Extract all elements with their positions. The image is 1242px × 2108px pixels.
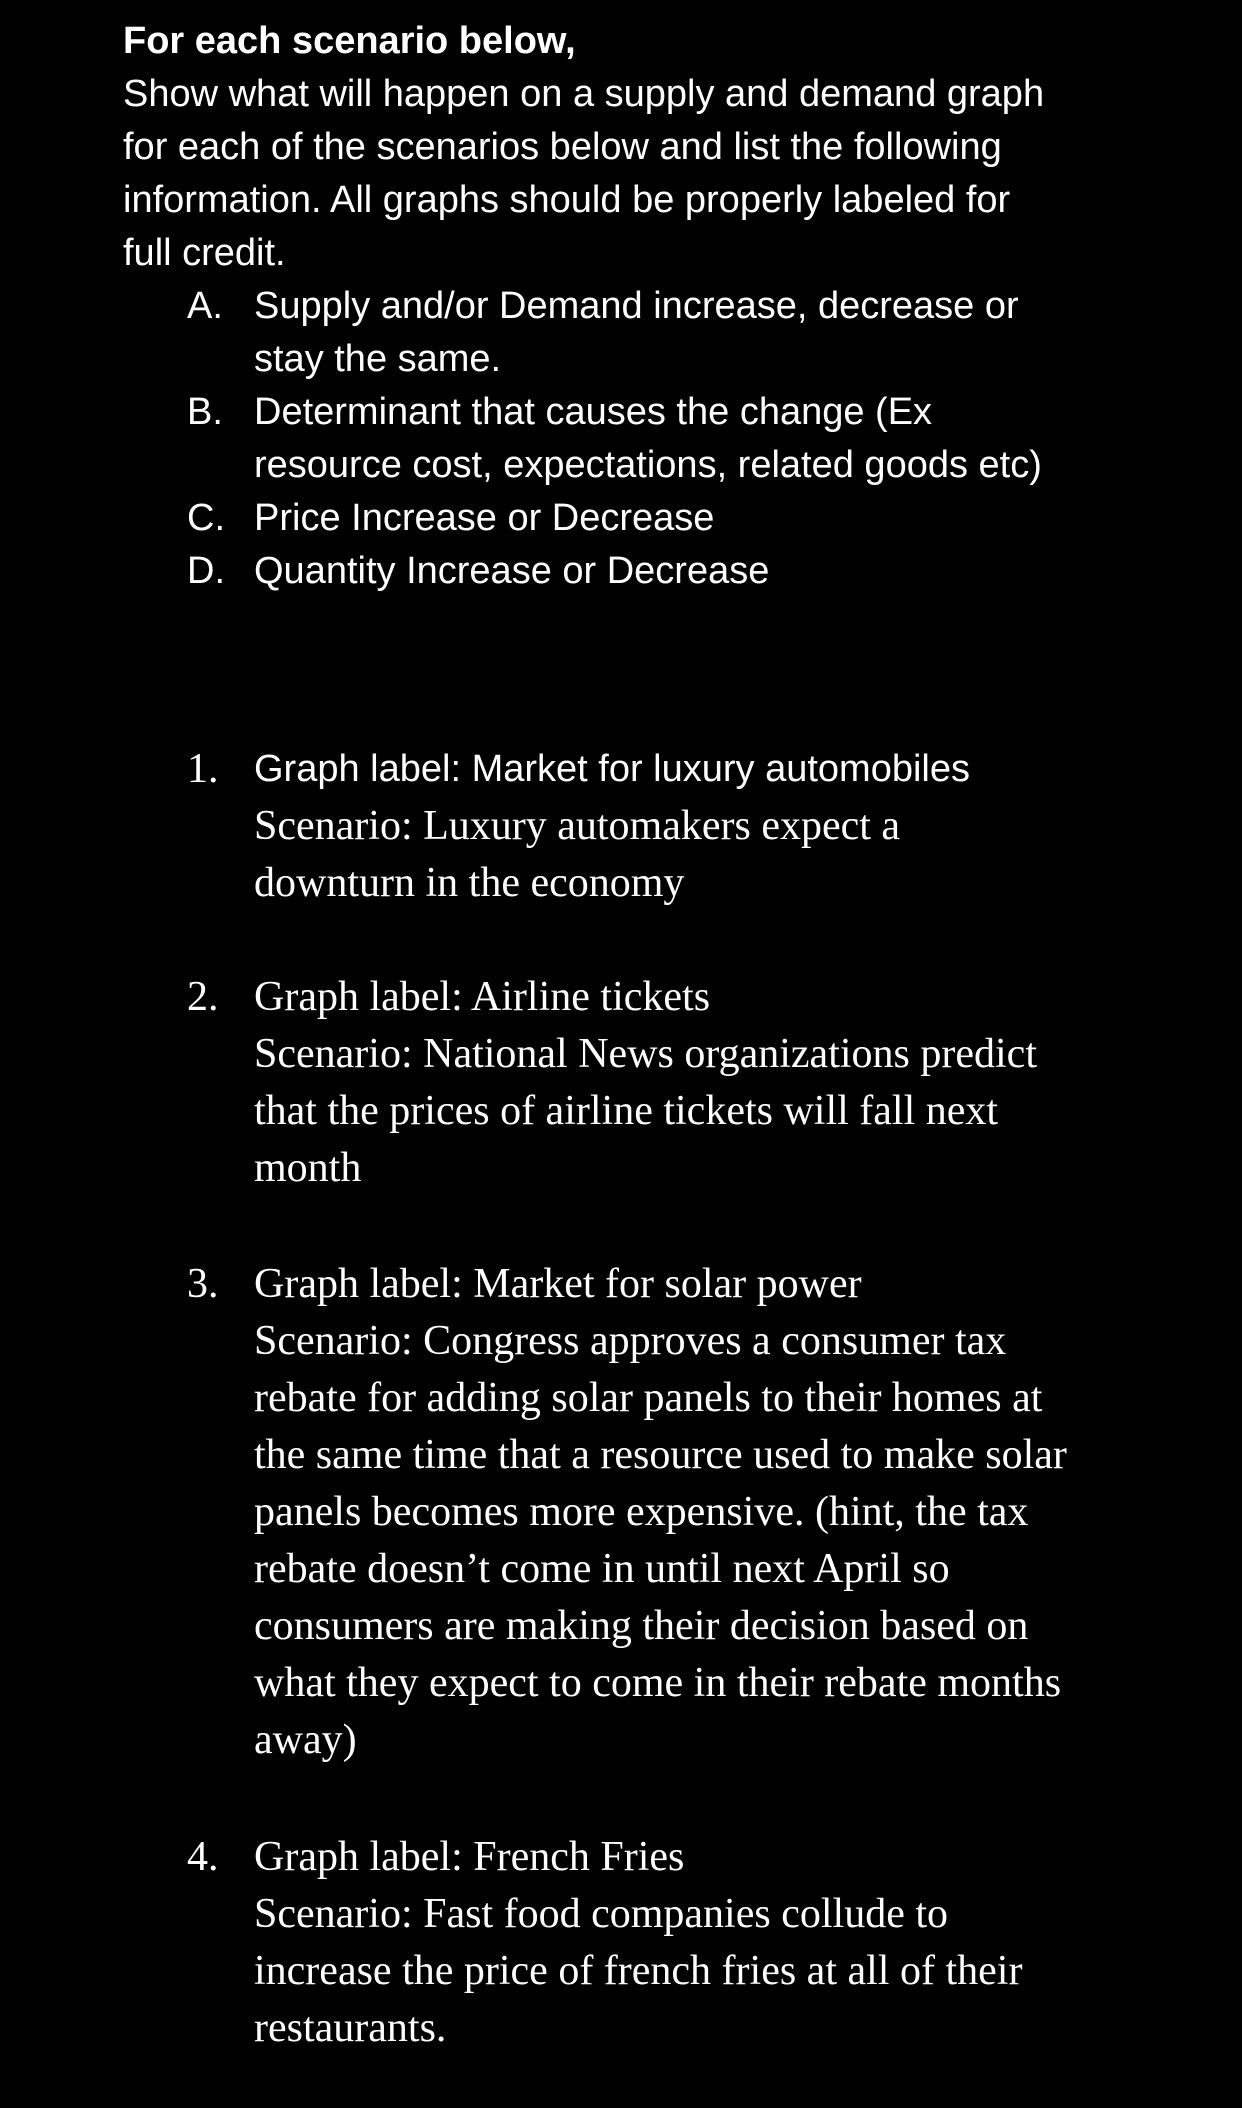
scenario-text: Scenario: Congress approves a consumer tax (254, 1318, 1007, 1364)
scenario-number: 2. (187, 974, 219, 1020)
scenario-text: increase the price of french fries at all of their (254, 1948, 1023, 1994)
list-item-text: Quantity Increase or Decrease (254, 550, 770, 592)
scenario-number: 3. (187, 1261, 219, 1307)
list-item-text: Supply and/or Demand increase, decrease or (254, 285, 1019, 327)
scenario-text: Scenario: National News organizations predict (254, 1031, 1037, 1077)
graph-label: Graph label: Market for solar power (254, 1261, 862, 1307)
intro-line: information. All graphs should be properly labeled for (123, 179, 1011, 221)
list-marker: C. (187, 497, 225, 539)
list-item-text: Price Increase or Decrease (254, 497, 715, 539)
scenario-text: Scenario: Fast food companies collude to (254, 1891, 949, 1937)
scenario-text: month (254, 1145, 362, 1191)
graph-label: Graph label: Airline tickets (254, 974, 711, 1020)
scenario-number: 4. (187, 1834, 219, 1880)
lettered-list (0, 280, 1242, 598)
scenario-text: what they expect to come in their rebate months (254, 1660, 1062, 1706)
list-marker: D. (187, 550, 225, 592)
scenario-text: restaurants. (254, 2005, 447, 2051)
scenario-text: Scenario: Luxury automakers expect a (254, 803, 901, 849)
instructions-paragraph (123, 68, 1123, 280)
list-marker: A. (187, 285, 223, 327)
scenario-text: panels becomes more expensive. (hint, the tax (254, 1489, 1029, 1535)
scenario-text: rebate doesn’t come in until next April so (254, 1546, 950, 1592)
list-item-a (0, 280, 1242, 386)
list-item-text: stay the same. (254, 338, 502, 380)
list-marker: B. (187, 391, 223, 433)
scenario-number: 1. (187, 746, 219, 792)
list-item-text: resource cost, expectations, related goods etc) (254, 444, 1042, 486)
list-item-text: Determinant that causes the change (Ex (254, 391, 933, 433)
intro-line: for each of the scenarios below and list the following (123, 126, 1002, 168)
scenario-text: away) (254, 1717, 357, 1763)
scenario-text: downturn in the economy (254, 860, 685, 906)
scenario-text: rebate for adding solar panels to their homes at (254, 1375, 1043, 1421)
scenario-text: the same time that a resource used to make solar (254, 1432, 1067, 1478)
intro-line: Show what will happen on a supply and demand graph (123, 73, 1045, 115)
list-item-d (0, 545, 1242, 598)
scenario-text: that the prices of airline tickets will fall next (254, 1088, 999, 1134)
scenario-text: consumers are making their decision based on (254, 1603, 1029, 1649)
graph-label: Graph label: French Fries (254, 1834, 685, 1880)
graph-label: Graph label: Market for luxury automobiles (254, 748, 970, 790)
intro-line: full credit. (123, 232, 286, 274)
list-item-c (0, 492, 1242, 545)
list-item-b (0, 386, 1242, 492)
instructions-heading: For each scenario below, (123, 20, 576, 62)
